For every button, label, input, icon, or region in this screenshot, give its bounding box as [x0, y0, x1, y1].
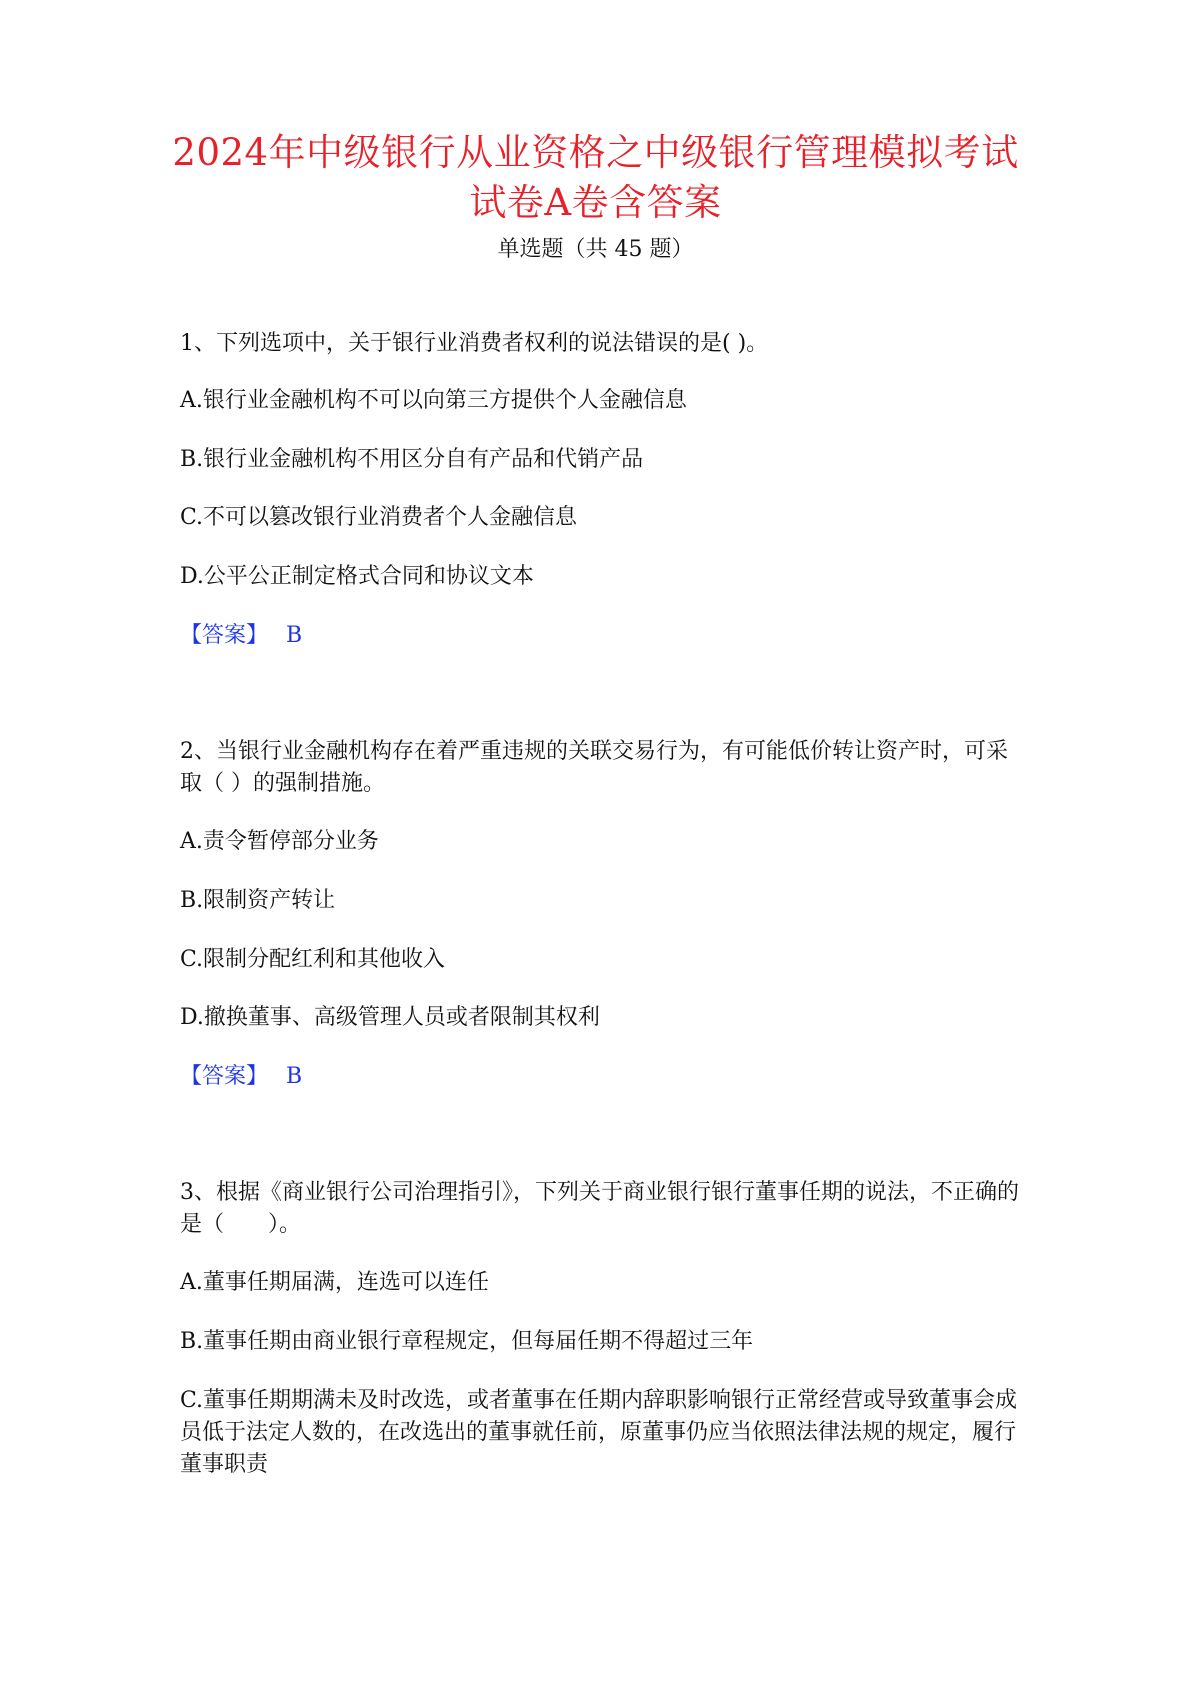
answer-value: B [286, 623, 303, 648]
question-1-option-a: A.银行业金融机构不可以向第三方提供个人金融信息 [180, 388, 687, 413]
question-3-option-b: B.董事任期由商业银行章程规定，但每届任期不得超过三年 [180, 1329, 754, 1354]
title-line-2: 试卷A卷含答案 [469, 181, 722, 224]
title-line-1: 2024年中级银行从业资格之中级银行管理模拟考试 [172, 131, 1019, 174]
answer-label: 【答案】 [180, 1064, 269, 1089]
answer-label: 【答案】 [180, 623, 269, 648]
question-2-answer [180, 1061, 302, 1093]
question-1-option-b: B.银行业金融机构不用区分自有产品和代销产品 [180, 447, 644, 472]
question-2-option-c: C.限制分配红利和其他收入 [180, 947, 446, 972]
question-1-stem: 1、下列选项中，关于银行业消费者权利的说法错误的是( )。 [180, 331, 769, 356]
question-2-option-d: D.撤换董事、高级管理人员或者限制其权利 [180, 1005, 600, 1030]
document-title [150, 128, 1041, 228]
section-heading: 单选题（共 45 题） [497, 237, 694, 262]
question-3-stem: 3、根据《商业银行公司治理指引》，下列关于商业银行银行董事任期的说法，不正确的是（ ）。 [180, 1180, 1019, 1237]
question-2-option-a: A.责令暂停部分业务 [180, 829, 379, 854]
question-3-option-c: C.董事任期期满未及时改选，或者董事在任期内辞职影响银行正常经营或导致董事会成员低于法定人数的，在改选出的董事就任前，原董事仍应当依照法律法规的规定，履行董事职责 [180, 1388, 1018, 1477]
question-1-option-d: D.公平公正制定格式合同和协议文本 [180, 564, 534, 589]
question-1-answer [180, 620, 302, 652]
question-3-option-a: A.董事任期届满，连选可以连任 [180, 1270, 489, 1295]
question-1-option-c: C.不可以篡改银行业消费者个人金融信息 [180, 505, 578, 530]
question-2-option-b: B.限制资产转让 [180, 888, 336, 913]
question-2-stem: 2、当银行业金融机构存在着严重违规的关联交易行为，有可能低价转让资产时，可采取（ ）的强制措施。 [180, 739, 1008, 796]
answer-value: B [286, 1064, 303, 1089]
